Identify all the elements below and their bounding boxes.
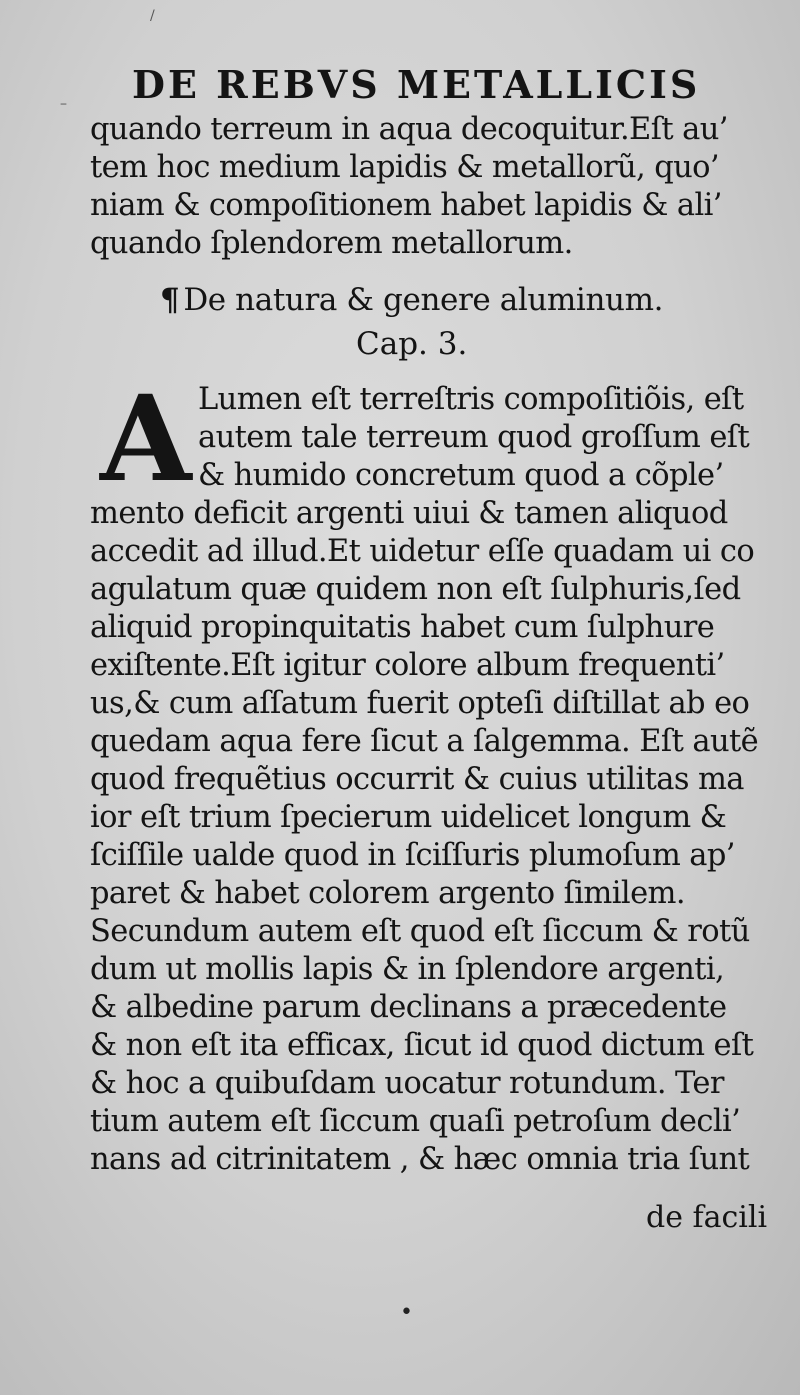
section-heading-text: De natura & genere aluminum. [183,282,664,318]
text-line: agulatum quæ quidem non eſt ſulphuris,ſed [90,572,741,607]
text-line: niam & compoſitionem habet lapidis & ali’ [90,188,722,223]
text-line: & albedine parum declinans a præcedente [90,990,727,1025]
text-line: dum ut mollis lapis & in ſplendore argenti, [90,952,725,987]
running-head: DE REBVS METALLICIS [132,62,701,107]
text-line: aliquid propinquitatis habet cum ſulphure [90,610,715,645]
text-line: & non eſt ita efficax, ſicut id quod dictum eſt [90,1028,754,1063]
text-line: quando ſplendorem metallorum. [90,226,573,261]
text-line: & humido concretum quod a cõple’ [198,458,724,493]
text-line: accedit ad illud.Et uidetur eſſe quadam ui co [90,534,755,569]
text-line: quedam aqua fere ſicut a ſalgemma. Eſt autẽ [90,724,759,759]
catchword: de facili [646,1200,768,1235]
text-line: Secundum autem eſt quod eſt ſiccum & rotũ [90,914,750,949]
drop-cap-initial: A [100,369,192,508]
text-line: ior eſt trium ſpecierum uidelicet longum & [90,800,727,835]
text-line: quando terreum in aqua decoquitur.Eſt au’ [90,112,728,147]
text-line: tem hoc medium lapidis & metallorũ, quo’ [90,150,720,185]
text-line: us,& cum aſſatum fuerit opteſi diſtillat ab eo [90,686,750,721]
pilcrow-icon: ¶ [160,282,180,318]
text-line: & hoc a quibuſdam uocatur rotundum. Ter [90,1066,724,1101]
text-line: tium autem eſt ſiccum quaſi petroſum decli’ [90,1104,741,1139]
text-line: autem tale terreum quod groſſum eſt [198,420,750,455]
chapter-label: Cap. 3. [356,326,468,362]
text-line: quod frequẽtius occurrit & cuius utilitas ma [90,762,744,797]
text-line: Lumen eſt terreſtris compoſitiõis, eſt [198,382,744,417]
text-line: ſciſſile ualde quod in ſciſſuris plumoſum ap’ [90,838,735,873]
text-line: paret & habet colorem argento ſimilem. [90,876,685,911]
stray-dot: • [400,1300,413,1325]
text-line: nans ad citrinitatem , & hæc omnia tria ſunt [90,1142,750,1177]
stray-mark: / [150,8,155,24]
text-line: mento deficit argenti uiui & tamen aliquod [90,496,728,531]
stray-mark: – [60,96,67,112]
text-line: exiſtente.Eſt igitur colore album frequenti’ [90,648,725,683]
section-heading [160,282,663,318]
